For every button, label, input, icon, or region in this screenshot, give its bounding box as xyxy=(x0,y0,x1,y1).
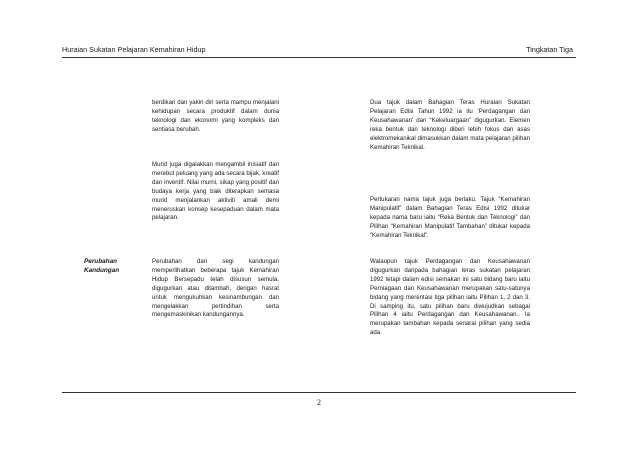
middle-paragraph-2 xyxy=(152,161,279,223)
right-paragraph-3-text: Walaupun tajuk Perdagangan dan Keusahawanan digugurkan daripada bahagian teras sukatan pelajaran 1992 tetapi dalam edisi semakan ini satu bidang baru iaitu Perniagaan dan Keusahawanan merupakan satu-satunya bidang yang merentasi tiga pilihan iaitu Pilihan 1, 2 dan 3. Di samping itu, satu pilihan baru diwujudkan sebagai Pilihan 4 iaitu Perdagangan dan Keusahawanan.. Ia merupakan tambahan kepada senarai pilihan yang sedia ada. xyxy=(370,258,530,337)
section-label-line1: Perubahan xyxy=(84,258,118,265)
section-label xyxy=(84,258,119,276)
middle-paragraph-1-text: berdikari dan yakin diri serta mampu menjalani kehidupan secara produktif dalam dunia teknologi dan ekonomi yang kompleks dan sentiasa berubah. xyxy=(152,99,279,133)
header-form-level: Tingkatan Tiga xyxy=(526,45,573,54)
header-rule xyxy=(62,57,576,58)
page-number: 2 xyxy=(317,398,321,407)
footer-rule xyxy=(62,392,576,393)
right-paragraph-1-text: Dua tajuk dalam Bahagian Teras Huraian Sukatan Pelajaran Edisi Tahun 1992 ia itu ‘Perdagangan dan Keusahawanan’ dan “Kekeluargaan” digugurkan. Elemen reka bentuk dan teknologi diberi lebih fokus dan asas elektromekanikal dimasukkan dalam mata pelajaran pilihan Kemahiran Teknikal. xyxy=(370,99,530,151)
middle-paragraph-3-text: Perubahan dari segi kandungan memperlihatkan beberapa tajuk Kemahiran Hidup Bersepadu telah disusun semula, digugurkan atau ditambah, dengan hasrat untuk mengukuhkan kesinambungan dan mengelakkan pertindihan serta mengemaskinikan kandungannya. xyxy=(152,258,279,319)
middle-paragraph-2-text: Murid juga digalakkan mengambil inisiatif dan merebut peluang yang ada secara bijak, kreatif dan inventif. Nilai murni, sikap yang positif dan budaya kerja yang baik diterapkan semasa murid menjalankan aktiviti amali demi meneruskan konsep kesepaduan dalam mata pelajaran. xyxy=(152,161,279,222)
section-label-line2: Kandungan xyxy=(84,266,120,274)
middle-paragraph-1 xyxy=(152,99,279,135)
middle-paragraph-3 xyxy=(152,258,279,320)
right-paragraph-1 xyxy=(370,99,530,152)
right-paragraph-3 xyxy=(370,258,530,338)
right-paragraph-2-text: Pertukaran nama tajuk juga berlaku. Tajuk “Kemahiran Manipulatif” dalam Bahagian Teras Edisi 1992 ditukar kepada nama baru iaitu “Reka Bentuk dan Teknologi” dan Pilihan “Kemahiran Manipulatif Tambahan” ditukar kepada “Kemahiran Teknikal”. xyxy=(370,196,530,239)
right-paragraph-2 xyxy=(370,196,530,241)
header-title: Huraian Sukatan Pelajaran Kemahiran Hidup xyxy=(62,45,206,54)
